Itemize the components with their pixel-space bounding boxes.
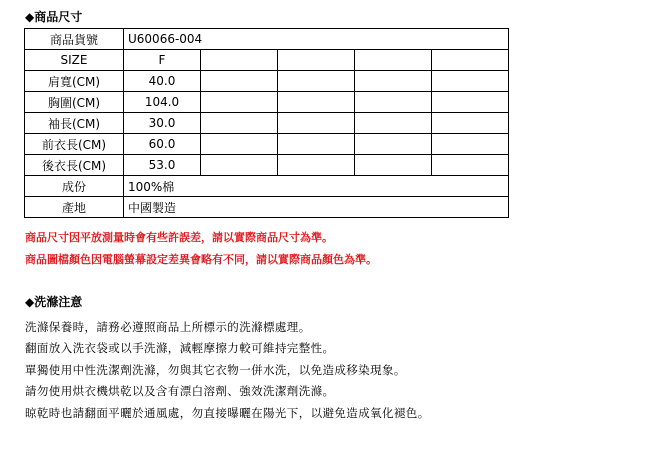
size-empty-cell [278, 50, 355, 71]
size-empty-cell [278, 71, 355, 92]
size-row-label: SIZE [25, 50, 124, 71]
size-empty-cell [278, 113, 355, 134]
size-empty-cell [278, 134, 355, 155]
size-empty-cell [201, 155, 278, 176]
size-table-row [25, 71, 509, 92]
size-empty-cell [201, 92, 278, 113]
washing-line: 晾乾時也請翻面平曬於通風處，勿直接曝曬在陽光下，以避免造成氧化褪色。 [25, 406, 430, 420]
size-empty-cell [432, 155, 509, 176]
size-table-row [25, 176, 509, 197]
size-row-label: 成份 [25, 176, 124, 197]
size-section-title: ◆商品尺寸 [25, 10, 83, 24]
color-notice: 商品圖檔顏色因電腦螢幕設定差異會略有不同，請以實際商品顏色為準。 [25, 253, 377, 266]
size-row-value: 中國製造 [124, 197, 509, 218]
size-row-value: 104.0 [124, 92, 201, 113]
size-empty-cell [201, 71, 278, 92]
size-empty-cell [355, 134, 432, 155]
size-table-row [25, 50, 509, 71]
size-table-row [25, 197, 509, 218]
size-empty-cell [355, 92, 432, 113]
size-row-label: 商品貨號 [25, 29, 124, 50]
size-empty-cell [201, 113, 278, 134]
size-table-row [25, 113, 509, 134]
size-empty-cell [432, 134, 509, 155]
size-row-value: 30.0 [124, 113, 201, 134]
size-empty-cell [355, 71, 432, 92]
size-empty-cell [432, 92, 509, 113]
size-row-label: 袖長(CM) [25, 113, 124, 134]
size-row-label: 胸圍(CM) [25, 92, 124, 113]
washing-line: 單獨使用中性洗潔劑洗滌，勿與其它衣物一併水洗，以免造成移染現象。 [25, 363, 406, 377]
size-empty-cell [432, 71, 509, 92]
size-row-value: 100%棉 [124, 176, 509, 197]
size-empty-cell [355, 50, 432, 71]
size-empty-cell [278, 92, 355, 113]
size-empty-cell [432, 50, 509, 71]
size-row-value: 53.0 [124, 155, 201, 176]
size-table-row [25, 155, 509, 176]
size-empty-cell [278, 155, 355, 176]
size-row-value: 40.0 [124, 71, 201, 92]
washing-line: 洗滌保養時，請務必遵照商品上所標示的洗滌標處理。 [25, 320, 311, 334]
size-empty-cell [355, 155, 432, 176]
washing-line: 請勿使用烘衣機烘乾以及含有漂白溶劑、強效洗潔劑洗滌。 [25, 384, 335, 398]
size-row-label: 後衣長(CM) [25, 155, 124, 176]
size-row-value: U60066-004 [124, 29, 509, 50]
size-notice: 商品尺寸因平放測量時會有些許誤差，請以實際商品尺寸為準。 [25, 231, 333, 244]
size-row-value: 60.0 [124, 134, 201, 155]
size-row-label: 肩寬(CM) [25, 71, 124, 92]
size-empty-cell [201, 50, 278, 71]
washing-section-title: ◆洗滌注意 [25, 295, 83, 309]
size-table-row [25, 29, 509, 50]
size-row-label: 產地 [25, 197, 124, 218]
size-table-row [25, 92, 509, 113]
washing-line: 翻面放入洗衣袋或以手洗滌，減輕摩擦力較可維持完整性。 [25, 341, 335, 355]
size-empty-cell [201, 134, 278, 155]
size-empty-cell [355, 113, 432, 134]
size-row-value: F [124, 50, 201, 71]
size-row-label: 前衣長(CM) [25, 134, 124, 155]
size-empty-cell [432, 113, 509, 134]
size-table [24, 28, 509, 218]
size-table-row [25, 134, 509, 155]
